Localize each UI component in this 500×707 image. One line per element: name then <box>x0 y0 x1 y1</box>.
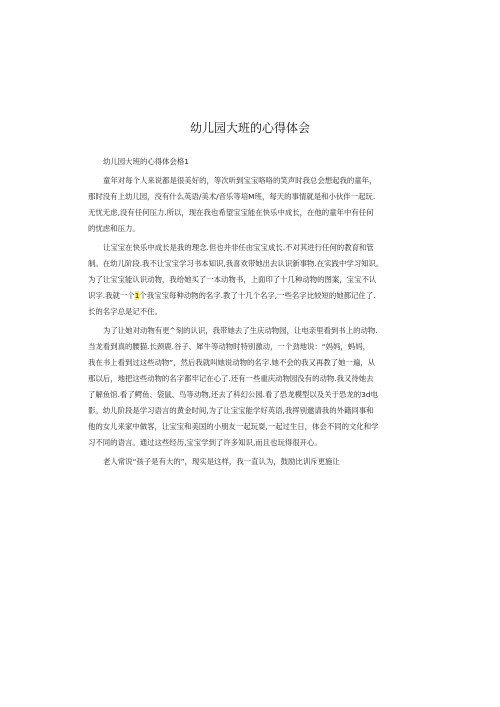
paragraph-line: 长的名字总是记不住。 <box>88 307 162 316</box>
paragraph-line: 他的女儿来家中做客，让宝宝和美国的小朋友一起玩耍,一起过生日，体会不同的文化和学 <box>88 422 379 431</box>
paragraph-line: 我在书上看到过这些动物”，然后我就叫她说动物的名字.她不会的我又再教了她一遍，从 <box>88 358 376 367</box>
paragraph-1 <box>88 173 418 237</box>
paragraph-line: 习不同的语言。通过这些经历,宝宝学到了许多知识,而且也玩得很开心。 <box>88 438 322 447</box>
paragraph-line: 那以后，地把这些动物的名字都牢记在心了.还有一些重庆动物园没有的动物.我又待她去 <box>88 374 374 383</box>
paragraph-line: 让宝宝在快乐中成长是我的理念.但也并非任由宝宝成长.不对其进行任何的教育和管 <box>103 243 374 252</box>
paragraph-line: 当龙看到真的腰猫.长颈鹿.谷子、犀牛等动物时特别激动，一个劲地说：“妈妈，蚂妈， <box>88 342 370 351</box>
subheading-line: 幼儿园大班的心得体会格1 <box>103 157 190 166</box>
paragraph-line: 无忧无虑,没有任何压力.所以，现在我也希望宝宝能在快乐中成长，在他的童年中有任何 <box>88 208 374 217</box>
paragraph-line: 制。在幼儿阶段.我不让宝宝学习书本知识,我喜欢带她出去认识新事物.在实践中学习知识。 <box>88 259 384 268</box>
paragraph-4 <box>88 454 418 470</box>
paragraph-2 <box>88 240 418 320</box>
document-title: 幼儿园大班的心得体会 <box>189 121 310 135</box>
paragraph-line-highlighted <box>88 288 418 304</box>
paragraph-line: 影。幼儿阶段是学习语言的黄金时间,为了让宝宝能学好英语,我挥别邀请我的外籍同事和 <box>88 406 374 415</box>
paragraph-line: 的忧虑和压力。 <box>88 224 140 233</box>
paragraph-line: 为了让宝宝能认识动物，我给她买了一本动物书，上面印了十几种动物的图案，宝宝不认 <box>88 275 377 284</box>
paragraph-line: 老人常说“孩子是有大的”，现实是这样，我一直认为，鼓励比训斥更施让 <box>103 457 340 466</box>
highlighted-text: 1 <box>134 291 140 300</box>
highlight-prefix: 识字.我就一个 <box>88 291 135 300</box>
paragraph-line: 为了让她对动物有更^刻的认识，我带她去了生庆动物园，让电亲里看到书上的动物. <box>103 326 378 335</box>
document-body <box>88 154 418 470</box>
paragraph-line: 童年对每个人来说都是很美好的，等次听到宝宝咯咯的笑声时我总会想起我的童年， <box>103 176 377 185</box>
highlight-suffix: 个我宝宝每种动物的名字.教了十几个名字,一些名字比较短的她都记住了. <box>139 291 376 300</box>
paragraph-line: 了解鱼馆.看了鳄鱼、袋鼠、鸟等动物,还去了科幻公园.看了恐龙模型以及关于恐龙的3d电 <box>88 390 378 399</box>
paragraph-line: 那时没有上幼儿园，没有什么英语/美术/音乐等培M班，每天的事情就是和小伙伴一起玩. <box>88 192 376 201</box>
document-subheading <box>88 154 418 170</box>
paragraph-3 <box>88 323 418 451</box>
